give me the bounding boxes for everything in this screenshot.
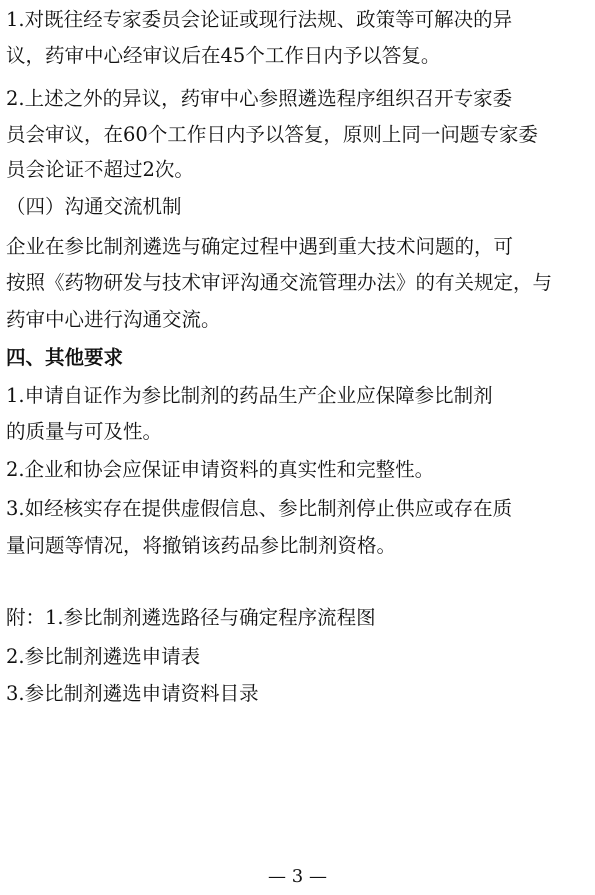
paragraph-line: 2.企业和协会应保证申请资料的真实性和完整性。 [6, 458, 435, 481]
paragraph-line: 量问题等情况，将撤销该药品参比制剂资格。 [6, 534, 397, 557]
attachment-line: 3.参比制剂遴选申请资料目录 [6, 682, 259, 705]
paragraph-line: 企业在参比制剂遴选与确定过程中遇到重大技术问题的，可 [6, 235, 514, 258]
paragraph-line: 议，药审中心经审议后在45个工作日内予以答复。 [6, 44, 441, 67]
section-heading: 四、其他要求 [6, 346, 124, 369]
section-heading: （四）沟通交流机制 [6, 195, 182, 218]
page-number: — 3 — [268, 866, 327, 887]
paragraph-line: 1.申请自证作为参比制剂的药品生产企业应保障参比制剂 [6, 384, 493, 407]
paragraph-line: 按照《药物研发与技术审评沟通交流管理办法》的有关规定，与 [6, 271, 553, 294]
paragraph-line: 3.如经核实存在提供虚假信息、参比制剂停止供应或存在质 [6, 497, 513, 520]
attachment-line: 附：1.参比制剂遴选路径与确定程序流程图 [6, 606, 376, 629]
paragraph-line: 药审中心进行沟通交流。 [6, 308, 221, 331]
paragraph-line: 1.对既往经专家委员会论证或现行法规、政策等可解决的异 [6, 8, 513, 31]
paragraph-line: 员会论证不超过2次。 [6, 158, 194, 181]
attachment-line: 2.参比制剂遴选申请表 [6, 645, 201, 668]
paragraph-line: 2.上述之外的异议，药审中心参照遴选程序组织召开专家委 [6, 87, 513, 110]
paragraph-line: 员会审议，在60个工作日内予以答复，原则上同一问题专家委 [6, 123, 538, 146]
paragraph-line: 的质量与可及性。 [6, 420, 163, 443]
